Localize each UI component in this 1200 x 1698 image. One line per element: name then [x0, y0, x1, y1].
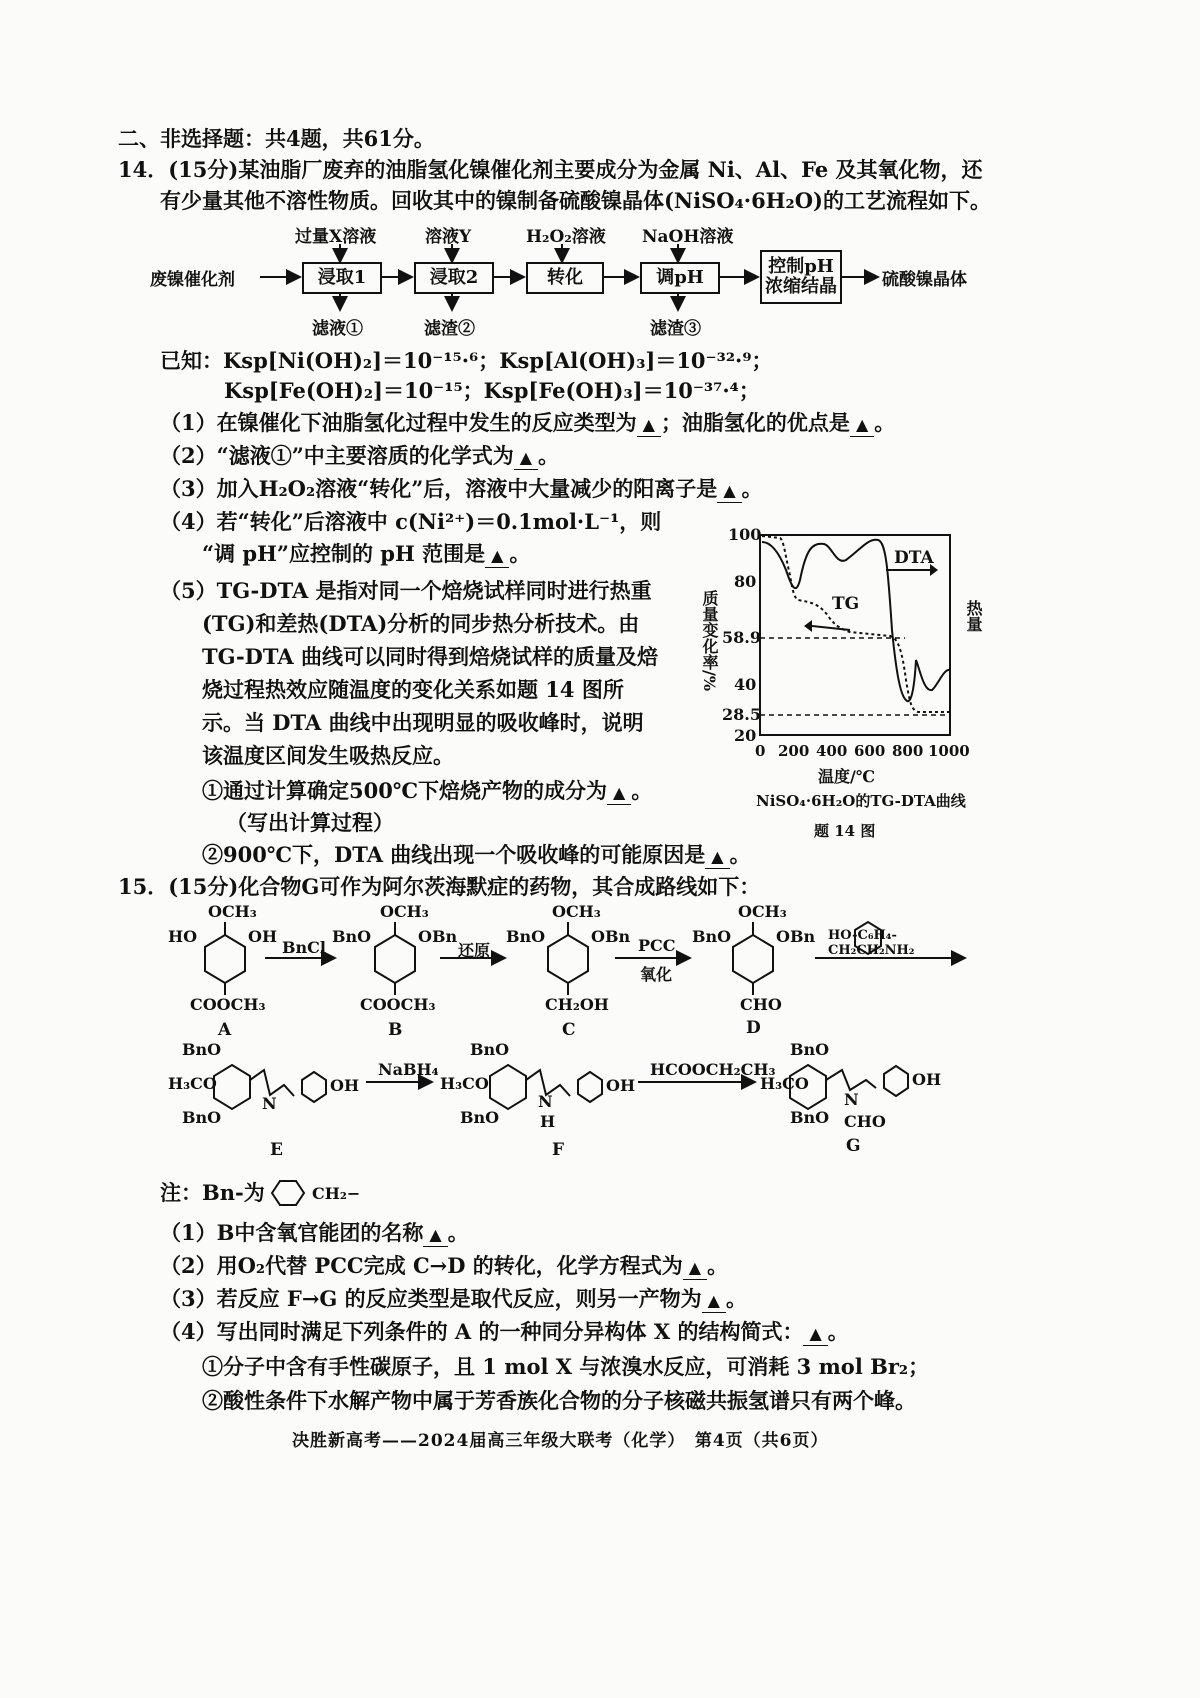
b-bno: BnO — [332, 927, 372, 946]
flow-final-line2: 浓缩结晶 — [765, 276, 837, 297]
flow-reagent-y: 溶液Y — [425, 227, 472, 247]
c-och3: OCH₃ — [552, 902, 601, 921]
flow-byproduct-2: 滤渣② — [424, 319, 475, 339]
ksp-1: Ksp[Ni(OH)₂]＝10⁻¹⁵·⁶；Ksp[Al(OH)₃]＝10⁻³²·⁹； — [223, 348, 773, 373]
q14-sub5-line6: 该温度区间发生吸热反应。 — [202, 743, 454, 768]
g-bno2: BnO — [790, 1108, 830, 1127]
a-och3: OCH₃ — [208, 902, 257, 921]
flow-step-leach2: 浸取2 — [414, 262, 494, 294]
d-cho: CHO — [740, 995, 782, 1014]
process-flow-diagram — [150, 222, 990, 342]
f-h3co: H₃CO — [440, 1074, 489, 1093]
known-label: 已知： — [160, 348, 223, 373]
answer-blank[interactable]: ▲ — [850, 414, 874, 437]
page-footer: 决胜新高考——2024届高三年级大联考（化学） 第4页（共6页） — [292, 1431, 829, 1451]
period: 。 — [827, 1319, 849, 1344]
q14-sub5-line1: （5）TG-DTA 是指对同一个焙烧试样同时进行热重 — [160, 578, 652, 603]
f-h: H — [540, 1112, 556, 1131]
q14-sub4-line1: （4）若“转化”后溶液中 c(Ni²⁺)＝0.1mol·L⁻¹，则 — [160, 509, 662, 534]
q15-line1: 15．(15分)化合物G可作为阿尔茨海默症的药物，其合成路线如下： — [118, 874, 761, 899]
answer-blank[interactable]: ▲ — [423, 1224, 447, 1247]
x-axis-label: 温度/℃ — [818, 767, 876, 786]
flow-step-crystallize — [760, 250, 842, 304]
q15-sub3-text: （3）若反应 F→G 的反应类型是取代反应，则另一产物为 — [160, 1286, 702, 1311]
q14-sub2-text: （2）“滤液①”中主要溶质的化学式为 — [160, 443, 514, 468]
answer-blank[interactable]: ▲ — [702, 1290, 726, 1313]
c-ch2oh: CH₂OH — [545, 995, 609, 1014]
x-tick: 0 — [755, 742, 766, 760]
y-tick: 80 — [734, 572, 757, 591]
g-oh: OH — [912, 1070, 942, 1089]
q14-sub5-line3: TG-DTA 曲线可以同时得到焙烧试样的质量及焙 — [202, 644, 658, 669]
x-tick: 400 — [816, 742, 848, 760]
legend-dta: DTA — [894, 548, 934, 568]
b-cooch3: COOCH₃ — [360, 995, 436, 1014]
ring-f2 — [578, 1072, 602, 1102]
tg-dta-chart — [700, 520, 1000, 850]
reagent-amine: HO-C₆H₄-CH₂CH₂NH₂ — [828, 928, 915, 958]
x-tick: 800 — [892, 742, 924, 760]
y-right-axis-label: 热量 — [964, 600, 983, 632]
synthesis-route-row1 — [160, 900, 980, 1040]
reagent-ethyl-formate: HCOOCH₂CH₃ — [650, 1060, 776, 1079]
q14-sub4-line2 — [202, 539, 530, 569]
period: 。 — [631, 778, 653, 803]
period: 。 — [509, 541, 531, 566]
answer-blank[interactable]: ▲ — [637, 414, 661, 437]
y-tick: 28.5 — [722, 705, 761, 724]
y-axis-label: 质量变化率/% — [700, 590, 719, 692]
period: 。 — [729, 842, 751, 867]
q14-sub5-1-text: ①通过计算确定500℃下焙烧产物的成分为 — [202, 778, 607, 803]
q14-sub3-text: （3）加入H₂O₂溶液“转化”后，溶液中大量减少的阳离子是 — [160, 476, 718, 501]
flow-step-convert: 转化 — [526, 262, 604, 294]
q14-sub5-1-note: （写出计算过程） — [226, 810, 394, 835]
reagent-bncl: BnCl — [282, 938, 326, 957]
compound-label-e: E — [270, 1140, 283, 1160]
period: 。 — [538, 443, 560, 468]
q14-sub2 — [160, 441, 559, 471]
g-bno: BnO — [790, 1040, 830, 1059]
flow-product: 硫酸镍晶体 — [882, 270, 967, 290]
answer-blank[interactable]: ▲ — [683, 1257, 707, 1280]
compound-label-f: F — [552, 1140, 565, 1160]
q14-sub5-2-text: ②900℃下，DTA 曲线出现一个吸收峰的可能原因是 — [202, 842, 706, 867]
q14-sub5-line2: (TG)和差热(DTA)分析的同步热分析技术。由 — [202, 611, 640, 636]
q15-note-text: 注：Bn-为 — [160, 1180, 265, 1205]
section-title: 二、非选择题：共4题，共61分。 — [118, 126, 435, 151]
q14-sub5-2 — [202, 840, 751, 870]
ring-c — [548, 935, 588, 983]
q15-sub2-text: （2）用O₂代替 PCC完成 C→D 的转化，化学方程式为 — [160, 1253, 683, 1278]
q15-note — [160, 1178, 265, 1208]
compound-label-a: A — [218, 1020, 232, 1040]
chart-caption: NiSO₄·6H₂O的TG-DTA曲线 — [756, 792, 966, 810]
compound-label-d: D — [746, 1018, 761, 1038]
d-bno: BnO — [692, 927, 732, 946]
y-tick: 40 — [734, 675, 757, 694]
g-n: N — [844, 1090, 859, 1109]
e-bno: BnO — [182, 1040, 222, 1059]
d-och3: OCH₃ — [738, 902, 787, 921]
a-cooch3: COOCH₃ — [190, 995, 266, 1014]
reagent-reduce: 还原 — [458, 941, 491, 960]
b-obn: OBn — [418, 927, 458, 946]
d-obn: OBn — [776, 927, 816, 946]
ring-f — [490, 1065, 526, 1109]
legend-tg: TG — [832, 594, 860, 614]
period: 。 — [725, 1286, 747, 1311]
q14-sub3 — [160, 474, 763, 504]
q15-cond2: ②酸性条件下水解产物中属于芳香族化合物的分子核磁共振氢谱只有两个峰。 — [202, 1388, 916, 1413]
period: 。 — [741, 476, 763, 501]
answer-blank[interactable]: ▲ — [803, 1323, 827, 1346]
compound-label-b: B — [388, 1020, 403, 1040]
x-tick: 200 — [778, 742, 810, 760]
ksp-line2: Ksp[Fe(OH)₂]＝10⁻¹⁵；Ksp[Fe(OH)₃]＝10⁻³⁷·⁴； — [224, 378, 760, 403]
answer-blank[interactable]: ▲ — [705, 846, 729, 869]
flow-start: 废镍催化剂 — [150, 270, 235, 290]
q14-sub1-text-b: ；油脂氢化的优点是 — [660, 410, 850, 435]
ring-g2 — [884, 1066, 908, 1096]
compound-label-c: C — [562, 1020, 576, 1040]
flow-byproduct-3: 滤渣③ — [650, 319, 701, 339]
ring-a — [205, 935, 245, 983]
e-n: N — [262, 1094, 277, 1113]
q14-sub1-text-a: （1）在镍催化下油脂氢化过程中发生的反应类型为 — [160, 410, 637, 435]
reagent-pcc: PCC — [638, 936, 676, 955]
e-bno2: BnO — [182, 1108, 222, 1127]
q15-sub1 — [160, 1218, 469, 1248]
flow-byproduct-1: 滤液① — [312, 319, 363, 339]
f-n: N — [538, 1092, 553, 1111]
ring-e2 — [302, 1072, 326, 1102]
f-bno2: BnO — [460, 1108, 500, 1127]
answer-blank[interactable]: ▲ — [717, 480, 741, 503]
q14-sub5-1 — [202, 776, 652, 806]
x-tick: 600 — [854, 742, 886, 760]
a-ho: HO — [168, 927, 198, 946]
b-och3: OCH₃ — [380, 902, 429, 921]
q14-sub5-line5: 示。当 DTA 曲线中出现明显的吸收峰时，说明 — [202, 710, 644, 735]
q14-sub1 — [160, 408, 895, 438]
ring-e — [214, 1065, 250, 1109]
flow-reagent-h2o2: H₂O₂溶液 — [526, 227, 606, 247]
answer-blank[interactable]: ▲ — [485, 545, 509, 568]
chain-g — [826, 1070, 876, 1090]
q15-sub4-text: （4）写出同时满足下列条件的 A 的一种同分异构体 X 的结构简式： — [160, 1319, 804, 1344]
q15-note-group: CH₂− — [312, 1184, 361, 1203]
q14-line1: 14．(15分)某油脂厂废弃的油脂氢化镍催化剂主要成分为金属 Ni、Al、Fe 及其氧化物，还 — [118, 157, 983, 182]
c-bno: BnO — [506, 927, 546, 946]
q14-sub4-text: “调 pH”应控制的 pH 范围是 — [202, 541, 486, 566]
period: 。 — [707, 1253, 729, 1278]
c-obn: OBn — [591, 927, 631, 946]
synthesis-route-row2 — [160, 1040, 980, 1170]
ring-b — [375, 935, 415, 983]
benzyl-ring-icon — [262, 1176, 312, 1210]
a-oh: OH — [248, 927, 278, 946]
compound-label-g: G — [846, 1136, 861, 1156]
q15-cond1: ①分子中含有手性碳原子，且 1 mol X 与浓溴水反应，可消耗 3 mol Br₂； — [202, 1354, 930, 1379]
ring-d — [733, 935, 773, 983]
f-oh: OH — [606, 1076, 636, 1095]
reagent-nabh4: NaBH₄ — [378, 1060, 439, 1079]
e-h3co: H₃CO — [168, 1074, 217, 1093]
answer-blank[interactable]: ▲ — [607, 782, 631, 805]
g-h3co: H₃CO — [760, 1074, 809, 1093]
q15-sub3 — [160, 1284, 747, 1314]
g-cho: CHO — [844, 1112, 886, 1131]
flow-step-adjust-ph: 调pH — [640, 262, 720, 294]
period: 。 — [447, 1220, 469, 1245]
chart-figure-number: 题 14 图 — [814, 822, 876, 840]
flow-reagent-x: 过量X溶液 — [295, 227, 377, 247]
y-tick: 20 — [734, 726, 757, 745]
reagent-oxidize: 氧化 — [640, 965, 673, 984]
y-tick: 100 — [728, 525, 762, 544]
y-tick: 58.9 — [722, 628, 761, 647]
e-oh: OH — [330, 1076, 360, 1095]
chain-e — [250, 1070, 294, 1096]
q15-sub1-text: （1）B中含氧官能团的名称 — [160, 1220, 424, 1245]
q15-sub2 — [160, 1251, 728, 1281]
period: 。 — [874, 410, 896, 435]
q14-line2: 有少量其他不溶性物质。回收其中的镍制备硫酸镍晶体(NiSO₄·6H₂O)的工艺流程如下。 — [160, 188, 991, 213]
x-tick: 1000 — [928, 742, 970, 760]
f-bno: BnO — [470, 1040, 510, 1059]
ksp-line1 — [160, 346, 773, 376]
answer-blank[interactable]: ▲ — [514, 447, 538, 470]
flow-final-line1: 控制pH — [768, 256, 834, 277]
q14-sub5-line4: 烧过程热效应随温度的变化关系如题 14 图所 — [202, 677, 624, 702]
flow-reagent-naoh: NaOH溶液 — [642, 227, 734, 247]
flow-step-leach1: 浸取1 — [302, 262, 382, 294]
q15-sub4 — [160, 1317, 849, 1347]
